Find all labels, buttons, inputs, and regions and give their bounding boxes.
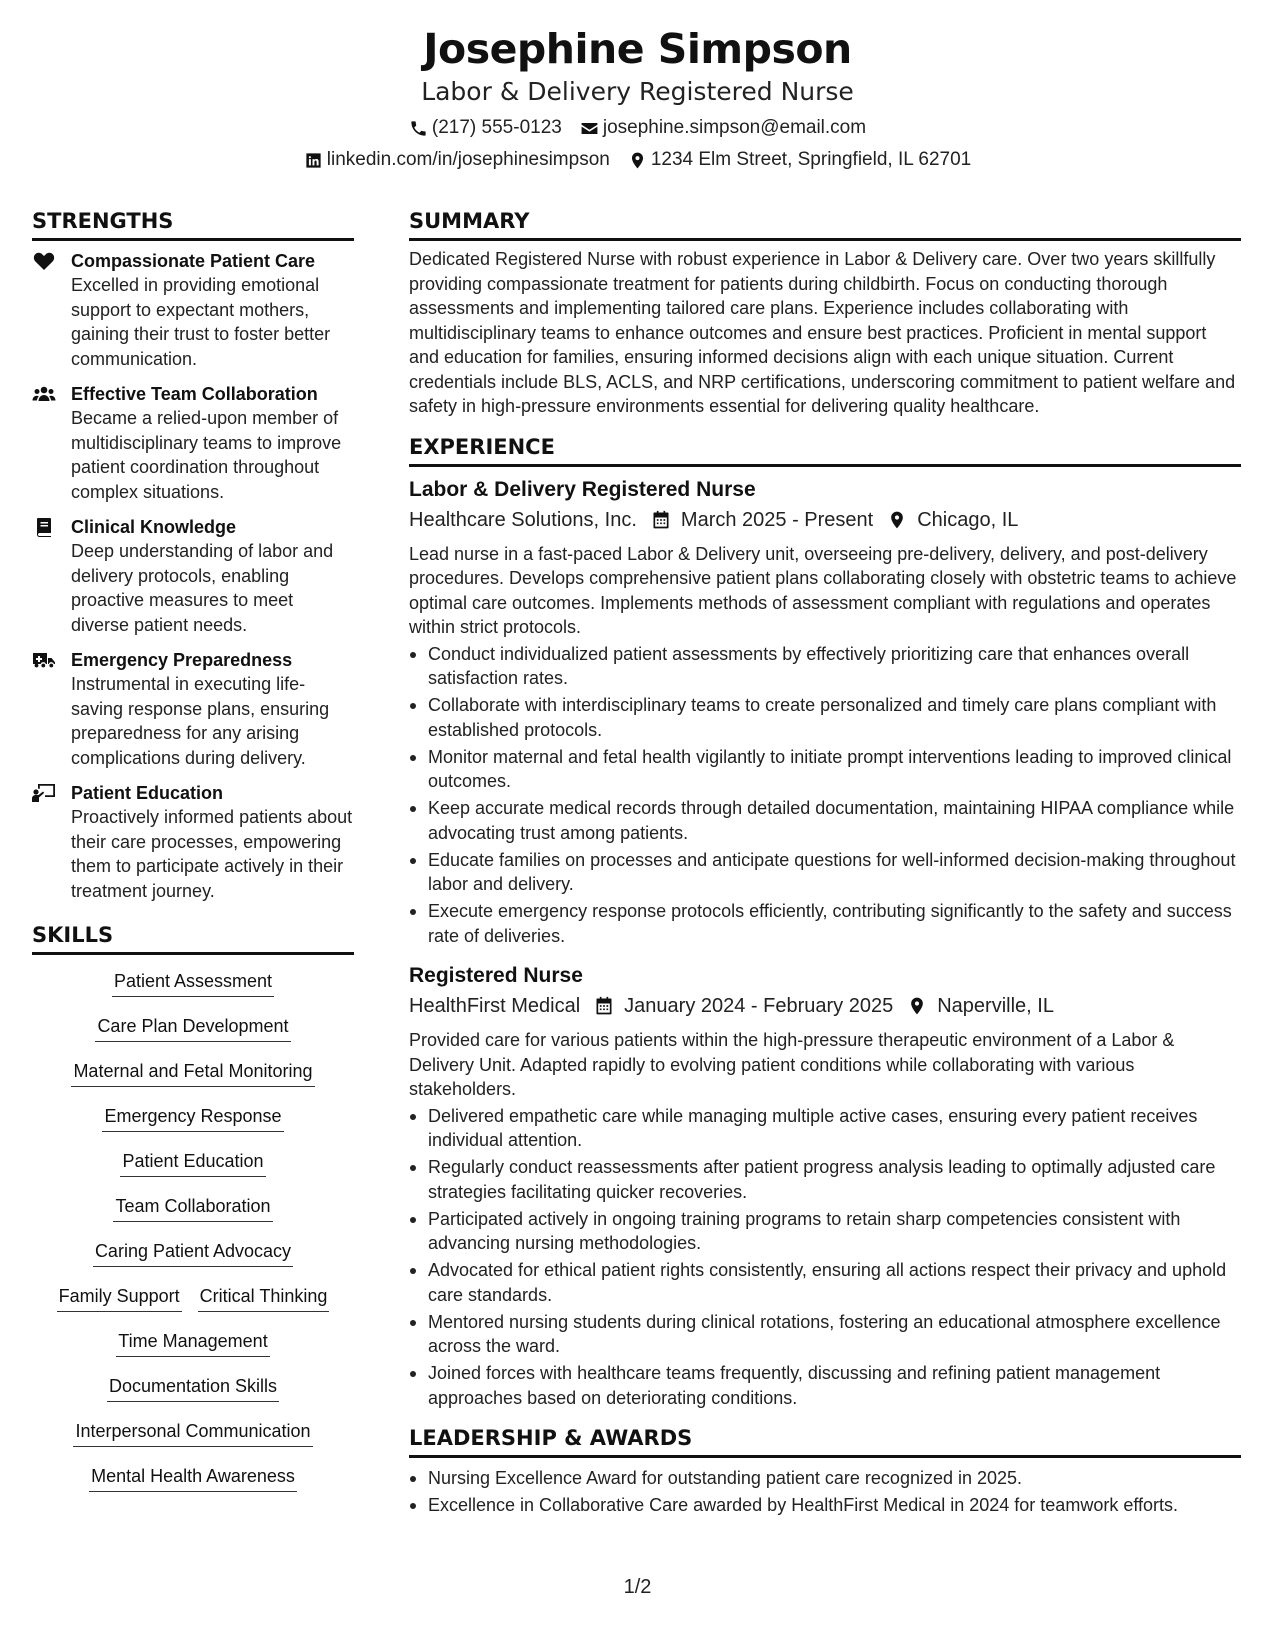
skill-tag: Documentation Skills — [107, 1374, 279, 1402]
strength-desc: Excelled in providing emotional support to expectant mothers, gaining their trust to foster better communication. — [71, 275, 331, 369]
map-pin-icon — [907, 996, 927, 1016]
skill-tag: Team Collaboration — [113, 1194, 272, 1222]
skill-tag: Care Plan Development — [95, 1014, 290, 1042]
strength-title: Patient Education — [71, 783, 224, 803]
contact-row-2 — [0, 148, 1275, 172]
job-title: Registered Nurse — [409, 964, 583, 987]
strength-item — [32, 648, 354, 770]
bullet-item: Joined forces with healthcare teams frequently, discussing and refining patient management approaches based on deteriorating conditions. — [409, 1361, 1241, 1410]
calendar-icon — [594, 996, 614, 1016]
bullet-item: Delivered empathetic care while managing multiple active cases, ensuring every patient receives individual attention. — [409, 1104, 1241, 1153]
job-meta — [409, 992, 1241, 1020]
dates-text: March 2025 - Present — [680, 508, 874, 531]
phone-contact — [409, 116, 562, 140]
strengths-list — [32, 249, 354, 903]
skill-tag: Critical Thinking — [198, 1284, 330, 1312]
skill-row — [32, 1059, 354, 1104]
linkedin-icon — [304, 151, 323, 170]
job-dates — [651, 506, 873, 534]
skill-row — [32, 1464, 354, 1509]
skill-tag: Patient Assessment — [112, 969, 274, 997]
calendar-icon — [651, 510, 671, 530]
skill-row — [32, 969, 354, 1014]
linkedin-text: linkedin.com/in/josephinesimpson — [326, 149, 610, 170]
map-pin-icon — [887, 510, 907, 530]
email-text: josephine.simpson@email.com — [602, 117, 867, 138]
award-item: Excellence in Collaborative Care awarded by HealthFirst Medical in 2024 for teamwork efforts. — [409, 1493, 1241, 1518]
phone-text: (217) 555-0123 — [431, 117, 562, 138]
bullet-item: Regularly conduct reassessments after patient progress analysis leading to optimally adjusted care strategies facilitating quicker recoveries. — [409, 1155, 1241, 1204]
job-description: Provided care for various patients within the high-pressure therapeutic environment of a Labor & Delivery Unit. Adapted rapidly to evolving patient conditions while collaborating with various stakeholders. — [409, 1030, 1175, 1099]
job-meta — [409, 506, 1241, 534]
bullet-item: Keep accurate medical records through detailed documentation, maintaining HIPAA compliance while advocating trust among patients. — [409, 796, 1241, 845]
company-text: Healthcare Solutions, Inc. — [409, 508, 637, 531]
skill-tag: Mental Health Awareness — [89, 1464, 297, 1492]
map-pin-icon — [628, 151, 647, 170]
bullet-item: Advocated for ethical patient rights consistently, ensuring all actions respect their privacy and uphold care standards. — [409, 1258, 1241, 1307]
candidate-title: Labor & Delivery Registered Nurse — [421, 77, 854, 106]
heart-icon — [32, 251, 56, 271]
bullet-item: Educate families on processes and anticipate questions for well-informed decision-making throughout labor and delivery. — [409, 848, 1241, 897]
bullet-item: Execute emergency response protocols efficiently, contributing significantly to the safety and success rate of deliveries. — [409, 899, 1241, 948]
awards-list — [409, 1466, 1241, 1518]
summary-heading: SUMMARY — [409, 207, 1241, 241]
job-entry — [409, 476, 1241, 949]
strength-title: Effective Team Collaboration — [71, 384, 318, 404]
job-company — [409, 506, 637, 534]
strengths-heading: STRENGTHS — [32, 207, 354, 241]
skill-row — [32, 1194, 354, 1239]
phone-icon — [409, 119, 428, 138]
left-column — [32, 207, 354, 1509]
email-contact[interactable] — [580, 116, 866, 140]
strength-item — [32, 249, 354, 371]
strength-desc: Became a relied-upon member of multidisciplinary teams to improve patient coordination throughout complex situations. — [71, 408, 342, 502]
location-text: Naperville, IL — [937, 995, 1054, 1017]
job-dates — [594, 992, 893, 1020]
company-text: HealthFirst Medical — [409, 995, 581, 1017]
dates-text: January 2024 - February 2025 — [624, 995, 894, 1017]
ambulance-icon — [32, 650, 56, 670]
strength-item — [32, 515, 354, 637]
strength-desc: Proactively informed patients about their care processes, empowering them to participate actively in their treatment journey. — [71, 807, 353, 901]
skill-tag: Time Management — [116, 1329, 269, 1357]
candidate-name: Josephine Simpson — [423, 25, 852, 73]
skills-heading: SKILLS — [32, 921, 354, 955]
right-column — [409, 207, 1241, 1520]
award-item: Nursing Excellence Award for outstanding patient care recognized in 2025. — [409, 1466, 1241, 1491]
bullet-item: Monitor maternal and fetal health vigilantly to initiate prompt interventions leading to improved clinical outcomes. — [409, 745, 1241, 794]
skill-row — [32, 1329, 354, 1374]
strength-title: Clinical Knowledge — [71, 517, 237, 537]
bullet-item: Mentored nursing students during clinical rotations, fostering an educational atmosphere excellence across the ward. — [409, 1310, 1241, 1359]
bullet-item: Conduct individualized patient assessments by effectively prioritizing care that enhances overall satisfaction rates. — [409, 642, 1241, 691]
skill-tag: Interpersonal Communication — [73, 1419, 312, 1447]
skill-tag: Emergency Response — [102, 1104, 283, 1132]
address-text: 1234 Elm Street, Springfield, IL 62701 — [650, 149, 972, 170]
book-icon — [32, 517, 56, 537]
bullet-item: Collaborate with interdisciplinary teams to create personalized and timely care plans compliant with established protocols. — [409, 693, 1241, 742]
users-icon — [32, 384, 56, 404]
summary-text: Dedicated Registered Nurse with robust experience in Labor & Delivery care. Over two years skillfully providing compassionate treatment for patients during childbirth. Focus on conducting thorough assessments and implementing tailored care plans. Experience includes collaborating with multidisciplinary teams to enhance outcomes and ensure best practices. Proficient in mental support and education for families, ensuring informed decisions align with each unique situation. Current credentials include BLS, ACLS, and NRP certifications, underscoring commitment to patient welfare and safety in high-pressure environments essential for delivering quality healthcare. — [409, 249, 1236, 416]
skill-row — [32, 1014, 354, 1059]
job-entry — [409, 962, 1241, 1410]
skill-row — [32, 1374, 354, 1419]
job-bullets — [409, 642, 1241, 949]
strength-title: Compassionate Patient Care — [71, 251, 316, 271]
strength-desc: Deep understanding of labor and delivery protocols, enabling proactive measures to meet diverse patient needs. — [71, 541, 334, 635]
location-text: Chicago, IL — [917, 508, 1019, 531]
address-contact — [628, 148, 971, 172]
teacher-icon — [32, 783, 56, 803]
skill-tag: Caring Patient Advocacy — [93, 1239, 293, 1267]
skill-tag: Patient Education — [120, 1149, 265, 1177]
bullet-item: Participated actively in ongoing training programs to retain sharp competencies consistent with advancing nursing methodologies. — [409, 1207, 1241, 1256]
skills-list — [32, 969, 354, 1509]
skill-row — [32, 1284, 354, 1329]
skill-row — [32, 1104, 354, 1149]
strength-item — [32, 781, 354, 903]
skill-row — [32, 1239, 354, 1284]
skill-tag: Family Support — [57, 1284, 182, 1312]
strength-desc: Instrumental in executing life-saving response plans, ensuring preparedness for any arising complications during delivery. — [71, 674, 330, 768]
job-bullets — [409, 1104, 1241, 1411]
envelope-icon — [580, 119, 599, 138]
strength-title: Emergency Preparedness — [71, 650, 293, 670]
job-description: Lead nurse in a fast-paced Labor & Delivery unit, overseeing pre-delivery, delivery, and post-delivery procedures. Develops comprehensive patient plans collaborating closely with obstetric teams to achieve optimal care outcomes. Implements methods of assessment compliant with regulations and operates within strict protocols. — [409, 543, 1237, 637]
resume-header — [0, 22, 1275, 172]
skill-row — [32, 1149, 354, 1194]
contact-row-1 — [0, 116, 1275, 140]
skill-row — [32, 1419, 354, 1464]
job-location — [907, 992, 1054, 1020]
experience-heading: EXPERIENCE — [409, 433, 1241, 467]
strength-item — [32, 382, 354, 504]
awards-heading: LEADERSHIP & AWARDS — [409, 1424, 1241, 1458]
job-title: Labor & Delivery Registered Nurse — [409, 477, 756, 501]
page-number: 1/2 — [623, 1576, 652, 1598]
job-company — [409, 992, 580, 1020]
job-location — [887, 506, 1018, 534]
skill-tag: Maternal and Fetal Monitoring — [71, 1059, 314, 1087]
linkedin-contact[interactable] — [304, 148, 610, 172]
